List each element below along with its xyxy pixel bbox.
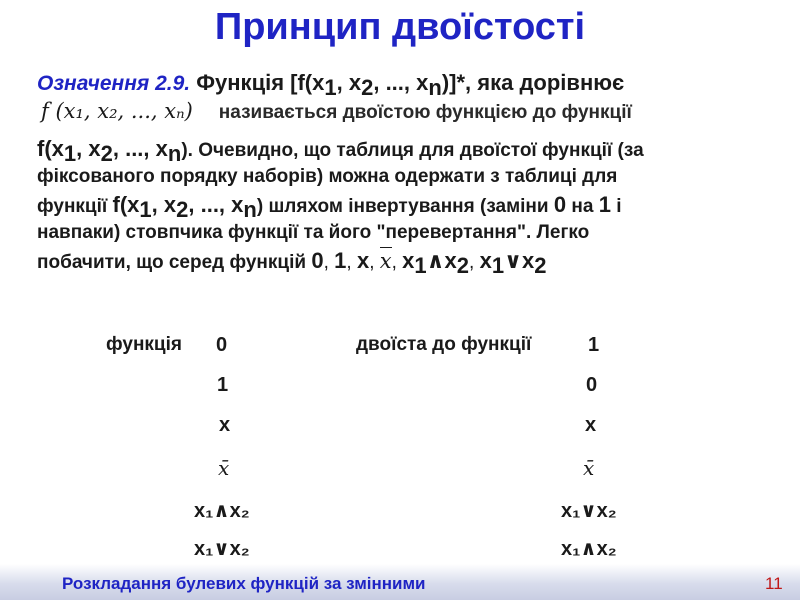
line5-i: і (610, 196, 622, 217)
line5-sub1: 1 (139, 196, 152, 222)
line5-func: f(x (112, 192, 140, 217)
slide-title: Принцип двоїстості (214, 6, 586, 48)
line7-x: x (356, 248, 370, 273)
line4-text: фіксованого порядку наборів) можна одержати з таблиці для (37, 166, 618, 187)
line6-text: навпаки) стовпчика функції та його "перевертання". Легко (37, 222, 590, 243)
line5-text: ) шляхом інвертування (заміни (256, 196, 554, 217)
line7-comma-4: , (391, 252, 403, 273)
line5-sep1: , x (151, 192, 177, 217)
right-value-0: 1 (588, 334, 600, 356)
right-value-2: x (585, 414, 597, 436)
line3-sep2: , ..., x (112, 136, 168, 161)
line3-subn: n (167, 140, 182, 166)
right-value-5: x₁∧x₂ (561, 538, 617, 560)
left-value-3: x̄ (218, 456, 230, 480)
line7-sub2b: 2 (534, 252, 547, 278)
line7-one: 1 (334, 248, 347, 273)
left-value-4: x₁∧x₂ (194, 500, 250, 522)
line3-func: f(x (37, 136, 64, 161)
line7-and: ∧ (426, 248, 445, 273)
right-column-label: двоїста до функції (356, 334, 532, 355)
definition-line-7 (37, 250, 777, 278)
definition-label: Означення 2.9. (37, 72, 191, 95)
line7-or: ∨ (504, 248, 522, 273)
func-end: )]*, яка дорівнює (441, 70, 625, 95)
subscript-n: n (428, 74, 442, 100)
definition-line-3 (37, 138, 777, 166)
line7-sub1b: 1 (491, 252, 505, 278)
line5-sub2: 2 (176, 196, 189, 222)
definition-line-6 (37, 222, 777, 250)
line3-sub1: 1 (63, 140, 77, 166)
line3-sep1: , x (76, 136, 101, 161)
line7-x2a: x (444, 248, 457, 273)
line7-zero: 0 (311, 248, 324, 273)
definition-line-4 (37, 166, 777, 194)
definition-paragraph (37, 72, 777, 278)
line7-comma-3: , (369, 252, 380, 273)
definition-line-1 (37, 72, 777, 100)
left-value-2: x (219, 414, 231, 436)
line7-x1b: x (479, 248, 492, 273)
footer-title: Розкладання булевих функцій за змінними (62, 574, 426, 593)
subscript-2: 2 (361, 74, 374, 100)
left-value-5: x₁∨x₂ (194, 538, 250, 560)
definition-line-2 (37, 100, 777, 138)
left-value-1: 1 (217, 374, 229, 396)
left-column-label: функція (106, 334, 182, 355)
line5-pre: функції (37, 196, 113, 217)
formula-text: f (x₁, x₂, ..., xₙ) (41, 99, 193, 123)
line2-text: називається двоїстою функцією до функції (218, 102, 632, 123)
line5-zero: 0 (553, 192, 567, 217)
right-value-4: x₁∨x₂ (561, 500, 617, 522)
line3-text: ). Очевидно, що таблиця для двоїстої функції (за (181, 140, 644, 161)
line7-sub1a: 1 (414, 252, 427, 278)
sep-2: , ..., x (373, 70, 429, 95)
func-start: Функція [f(x (190, 70, 325, 95)
sep-1: , x (336, 70, 362, 95)
line7-text: побачити, що серед функцій (37, 252, 312, 273)
line5-on: на (566, 196, 599, 217)
line3-sub2: 2 (100, 140, 113, 166)
line7-x-bar: x (379, 249, 392, 273)
page-number: 11 (765, 574, 783, 593)
definition-line-5 (37, 194, 777, 222)
subscript-1: 1 (324, 74, 337, 100)
line7-x2b: x (521, 248, 535, 273)
slide-footer (0, 564, 800, 600)
line5-sep2: , ..., x (188, 192, 244, 217)
left-value-0: 0 (216, 334, 228, 356)
right-value-1: 0 (586, 374, 598, 396)
line5-subn: n (243, 196, 257, 222)
line7-comma-2: , (346, 252, 357, 273)
dual-formula (41, 100, 193, 122)
right-value-3: x̄ (583, 456, 595, 480)
line7-x1a: x (402, 248, 415, 273)
line7-comma-5: , (469, 252, 480, 273)
line7-comma-1: , (323, 252, 335, 273)
line5-one: 1 (598, 192, 611, 217)
line7-sub2a: 2 (456, 252, 470, 278)
